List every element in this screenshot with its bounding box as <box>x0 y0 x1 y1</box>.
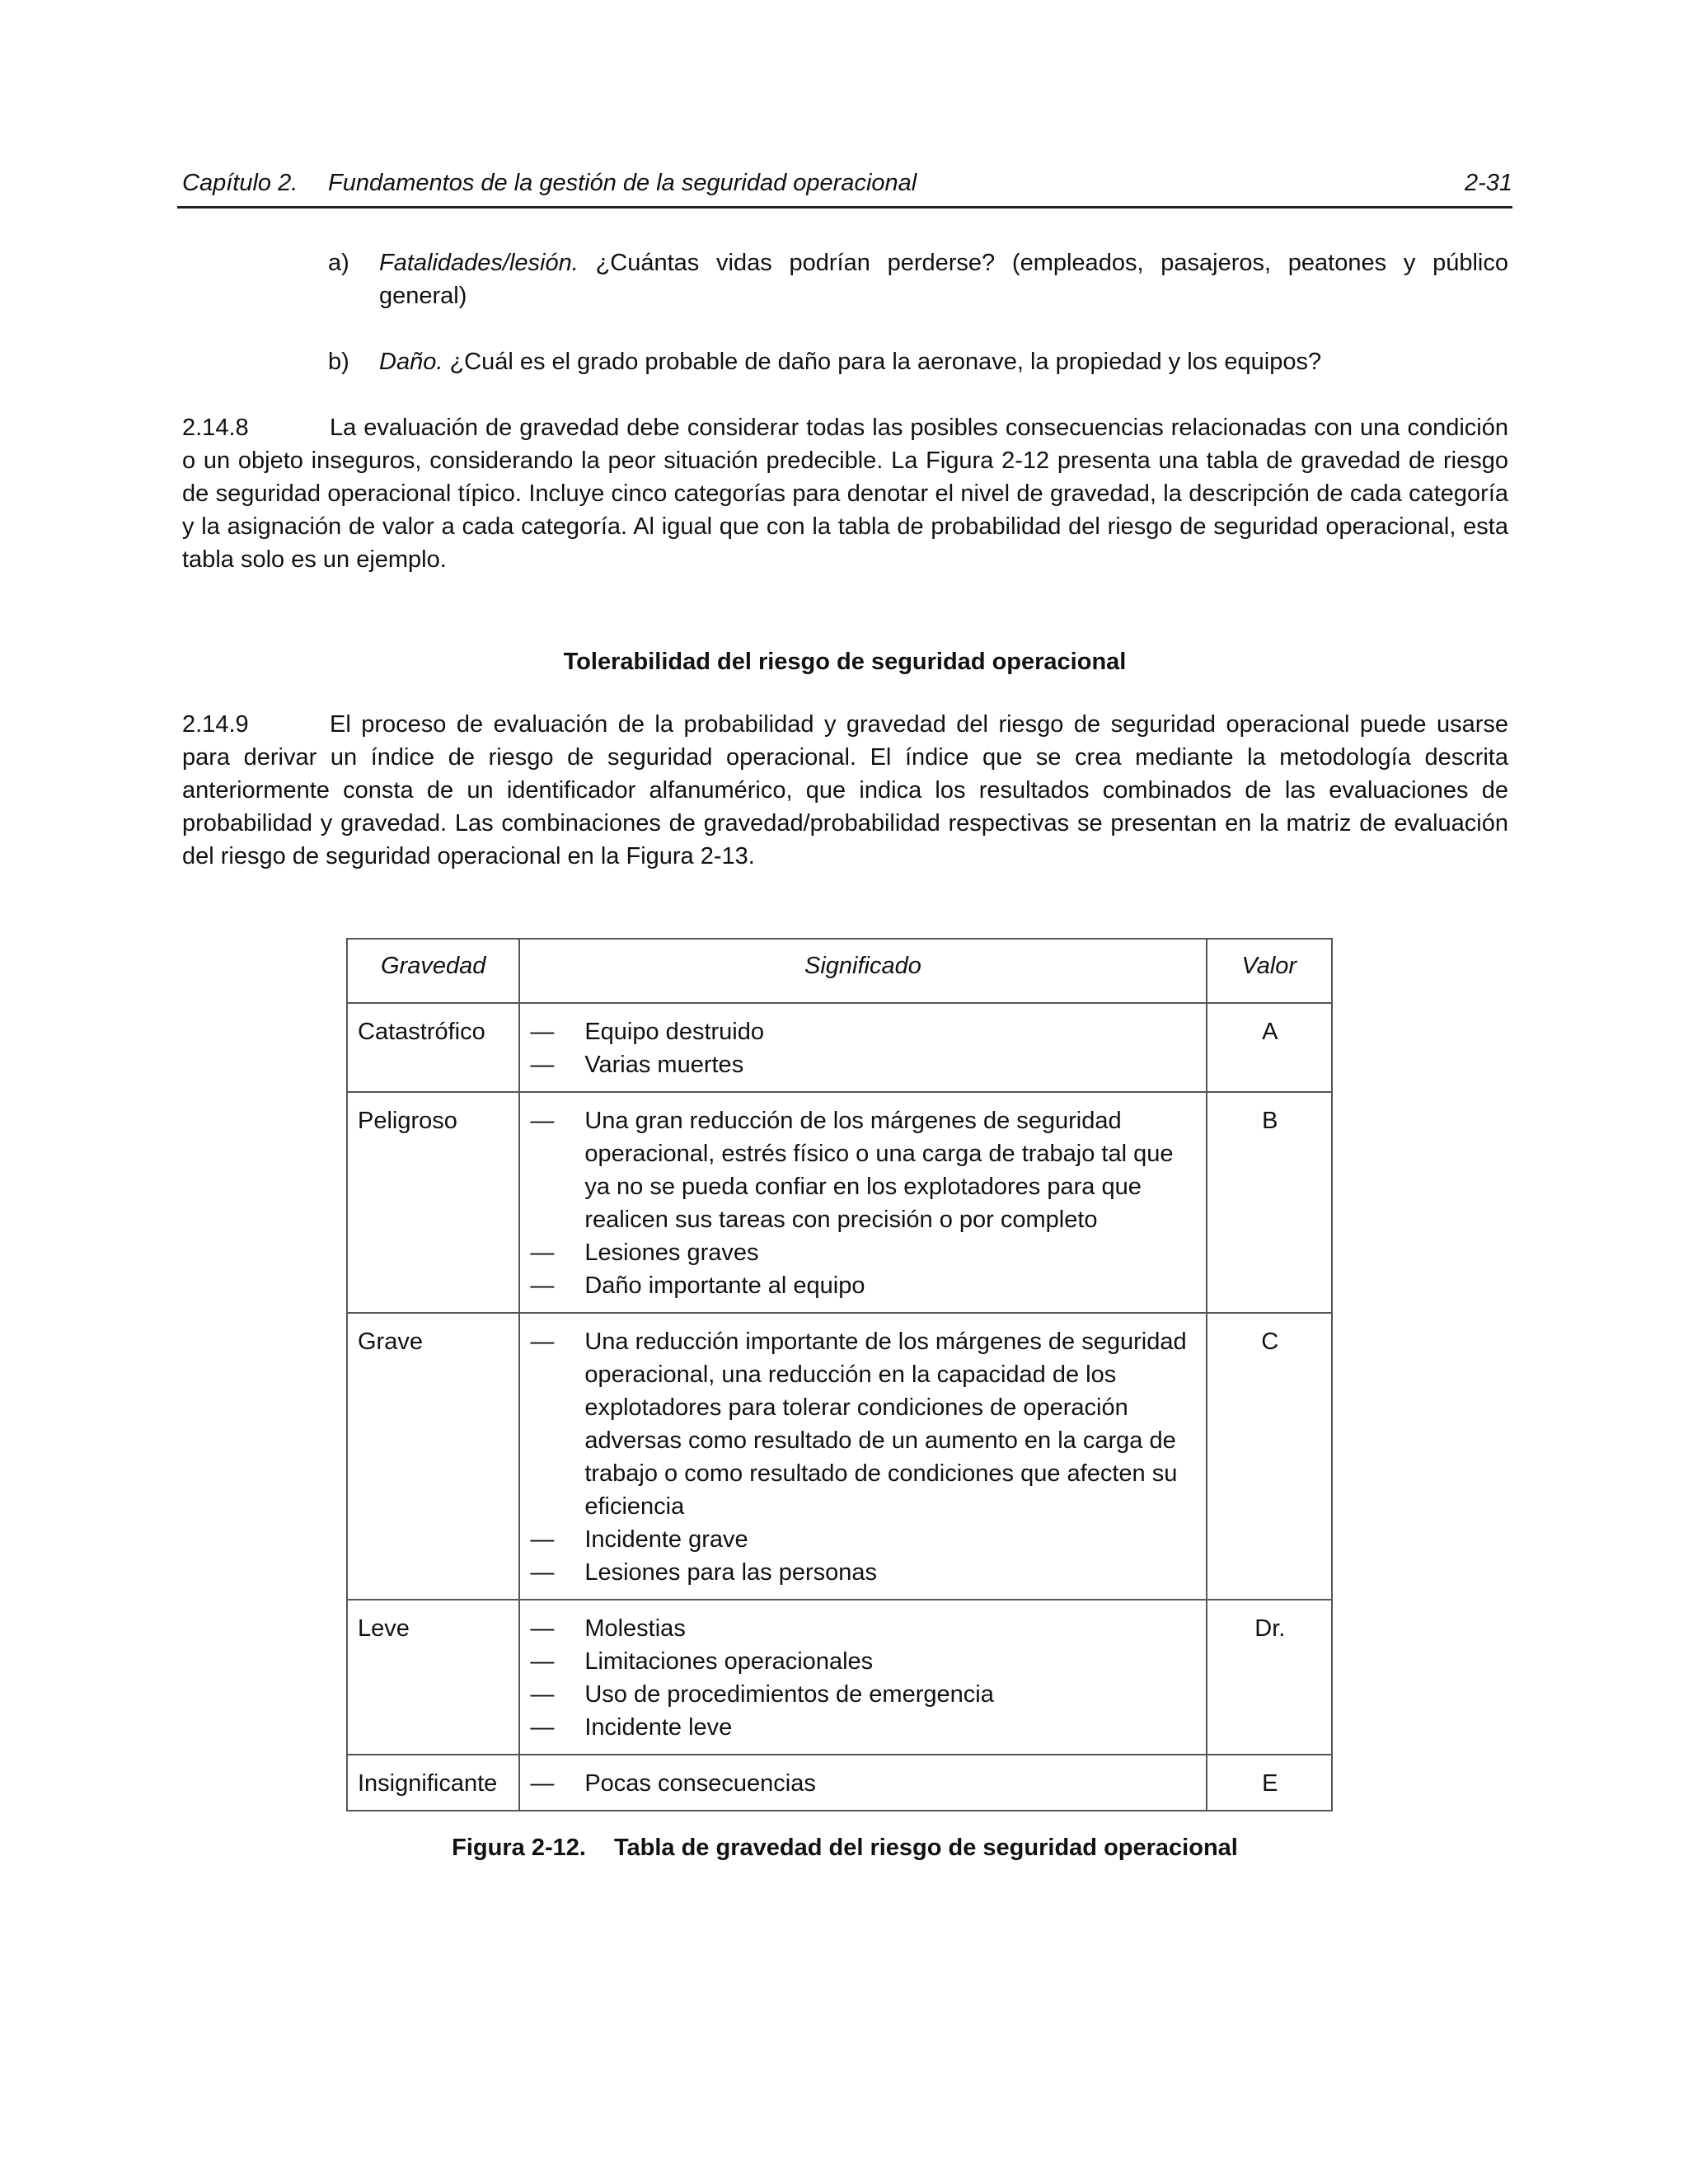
severity-table-body <box>347 1003 1332 1811</box>
list-item-text <box>379 345 1508 378</box>
list-item-text <box>379 246 1508 312</box>
dash-bullet: — <box>530 1681 555 1708</box>
dash-bullet: — <box>530 1240 555 1266</box>
list-item-body: ¿Cuántas vidas podrían perderse? (empleados, pasajeros, peatones y público general) <box>379 250 1509 309</box>
value-cell: C <box>1207 1313 1332 1600</box>
meaning-item <box>530 1711 1197 1744</box>
value-cell: B <box>1207 1092 1332 1313</box>
meaning-item <box>530 1048 1197 1081</box>
table-row <box>347 1003 1332 1092</box>
meaning-item-text: Una gran reducción de los márgenes de seguridad operacional, estrés físico o una carga de trabajo tal que ya no se pueda confiar en los explotadores para que realicen sus tareas con precisión o por completo <box>584 1108 1174 1233</box>
dash-bullet: — <box>530 1770 555 1797</box>
list-marker: a) <box>328 250 349 276</box>
section-heading: Tolerabilidad del riesgo de seguridad operacional <box>563 649 1127 675</box>
meaning-item-text: Equipo destruido <box>584 1019 764 1045</box>
severity-level-cell: Catastrófico <box>347 1003 519 1092</box>
meaning-item-text: Limitaciones operacionales <box>584 1648 874 1675</box>
header-significado: Significado <box>519 939 1206 1003</box>
value-cell: A <box>1207 1003 1332 1092</box>
dash-bullet: — <box>530 1559 555 1586</box>
list-item-term: Daño. <box>379 349 443 375</box>
severity-table <box>346 938 1333 1811</box>
table-row <box>347 1600 1332 1755</box>
meaning-cell <box>519 1600 1206 1755</box>
list-item-term: Fatalidades/lesión. <box>379 250 579 276</box>
meaning-item <box>530 1767 1197 1800</box>
severity-level-cell: Peligroso <box>347 1092 519 1313</box>
meaning-cell <box>519 1003 1206 1092</box>
severity-level-cell: Insignificante <box>347 1755 519 1811</box>
meaning-item <box>530 1556 1197 1589</box>
severity-level-cell: Leve <box>347 1600 519 1755</box>
value-cell: Dr. <box>1207 1600 1332 1755</box>
dash-bullet: — <box>530 1615 555 1642</box>
meaning-item-text: Lesiones para las personas <box>584 1559 877 1586</box>
meaning-item <box>530 1523 1197 1556</box>
meaning-item-text: Uso de procedimientos de emergencia <box>584 1681 994 1708</box>
meaning-item <box>530 1678 1197 1711</box>
value-cell: E <box>1207 1755 1332 1811</box>
table-row <box>347 1755 1332 1811</box>
paragraph-number: 2.14.9 <box>182 711 249 738</box>
paragraph-text: La evaluación de gravedad debe considerar todas las posibles consecuencias relacionadas con una condición o un objeto inseguros, considerando la peor situación predecible. La Figura 2-12 presenta una tabla de gravedad de riesgo de seguridad operacional típico. Incluye cinco categorías para denotar el nivel de gravedad, la descripción de cada categoría y la asignación de valor a cada categoría. Al igual que con la tabla de probabilidad del riesgo de seguridad operacional, esta tabla solo es un ejemplo. <box>182 415 1508 573</box>
figure-label: Figura 2-12. <box>452 1835 586 1861</box>
meaning-item <box>530 1104 1197 1236</box>
meaning-cell <box>519 1755 1206 1811</box>
meaning-item-text: Incidente leve <box>584 1714 733 1741</box>
header-valor: Valor <box>1207 939 1332 1003</box>
dash-bullet: — <box>530 1019 555 1045</box>
list-marker: b) <box>328 349 349 375</box>
list-item-body: ¿Cuál es el grado probable de daño para la aeronave, la propiedad y los equipos? <box>449 349 1322 375</box>
severity-level-cell: Grave <box>347 1313 519 1600</box>
header-gravedad: Gravedad <box>347 939 519 1003</box>
chapter-title: Fundamentos de la gestión de la seguridad operacional <box>328 170 917 196</box>
meaning-item <box>530 1015 1197 1048</box>
meaning-item-text: Una reducción importante de los márgenes de seguridad operacional, una reducción en la capacidad de los explotadores para tolerar condiciones de operación adversas como resultado de un aumento en la carga de trabajo o como resultado de condiciones que afecten su eficiencia <box>584 1329 1187 1520</box>
dash-bullet: — <box>530 1648 555 1675</box>
paragraph-text: El proceso de evaluación de la probabilidad y gravedad del riesgo de seguridad operacional puede usarse para derivar un índice de riesgo de seguridad operacional. El índice que se crea mediante la metodología descrita anteriormente consta de un identificador alfanumérico, que indica los resultados combinados de las evaluaciones de probabilidad y gravedad. Las combinaciones de gravedad/probabilidad respectivas se presentan en la matriz de evaluación del riesgo de seguridad operacional en la Figura 2-13. <box>182 711 1508 869</box>
dash-bullet: — <box>530 1272 555 1299</box>
meaning-item <box>530 1236 1197 1269</box>
table-row <box>347 1092 1332 1313</box>
table-row <box>347 1313 1332 1600</box>
meaning-item <box>530 1325 1197 1523</box>
dash-bullet: — <box>530 1714 555 1741</box>
meaning-item-text: Incidente grave <box>584 1526 748 1553</box>
meaning-cell <box>519 1313 1206 1600</box>
meaning-item <box>530 1269 1197 1302</box>
page-number: 2-31 <box>1464 170 1512 196</box>
dash-bullet: — <box>530 1052 555 1078</box>
meaning-item-text: Lesiones graves <box>584 1240 759 1266</box>
meaning-item-text: Varias muertes <box>584 1052 744 1078</box>
figure-title: Tabla de gravedad del riesgo de seguridad operacional <box>613 1835 1238 1861</box>
meaning-item <box>530 1645 1197 1678</box>
paragraph-2-14-9 <box>182 708 1508 873</box>
figure-caption <box>177 1831 1512 1864</box>
table-header-row <box>347 939 1332 1003</box>
dash-bullet: — <box>530 1108 555 1134</box>
meaning-item <box>530 1612 1197 1645</box>
meaning-item-text: Molestias <box>584 1615 686 1642</box>
dash-bullet: — <box>530 1526 555 1553</box>
meaning-cell <box>519 1092 1206 1313</box>
chapter-number: Capítulo 2. <box>182 170 298 196</box>
paragraph-2-14-8 <box>182 411 1508 576</box>
meaning-item-text: Pocas consecuencias <box>584 1770 816 1797</box>
dash-bullet: — <box>530 1329 555 1355</box>
meaning-item-text: Daño importante al equipo <box>584 1272 865 1299</box>
paragraph-number: 2.14.8 <box>182 415 249 441</box>
page-header <box>177 165 1512 209</box>
